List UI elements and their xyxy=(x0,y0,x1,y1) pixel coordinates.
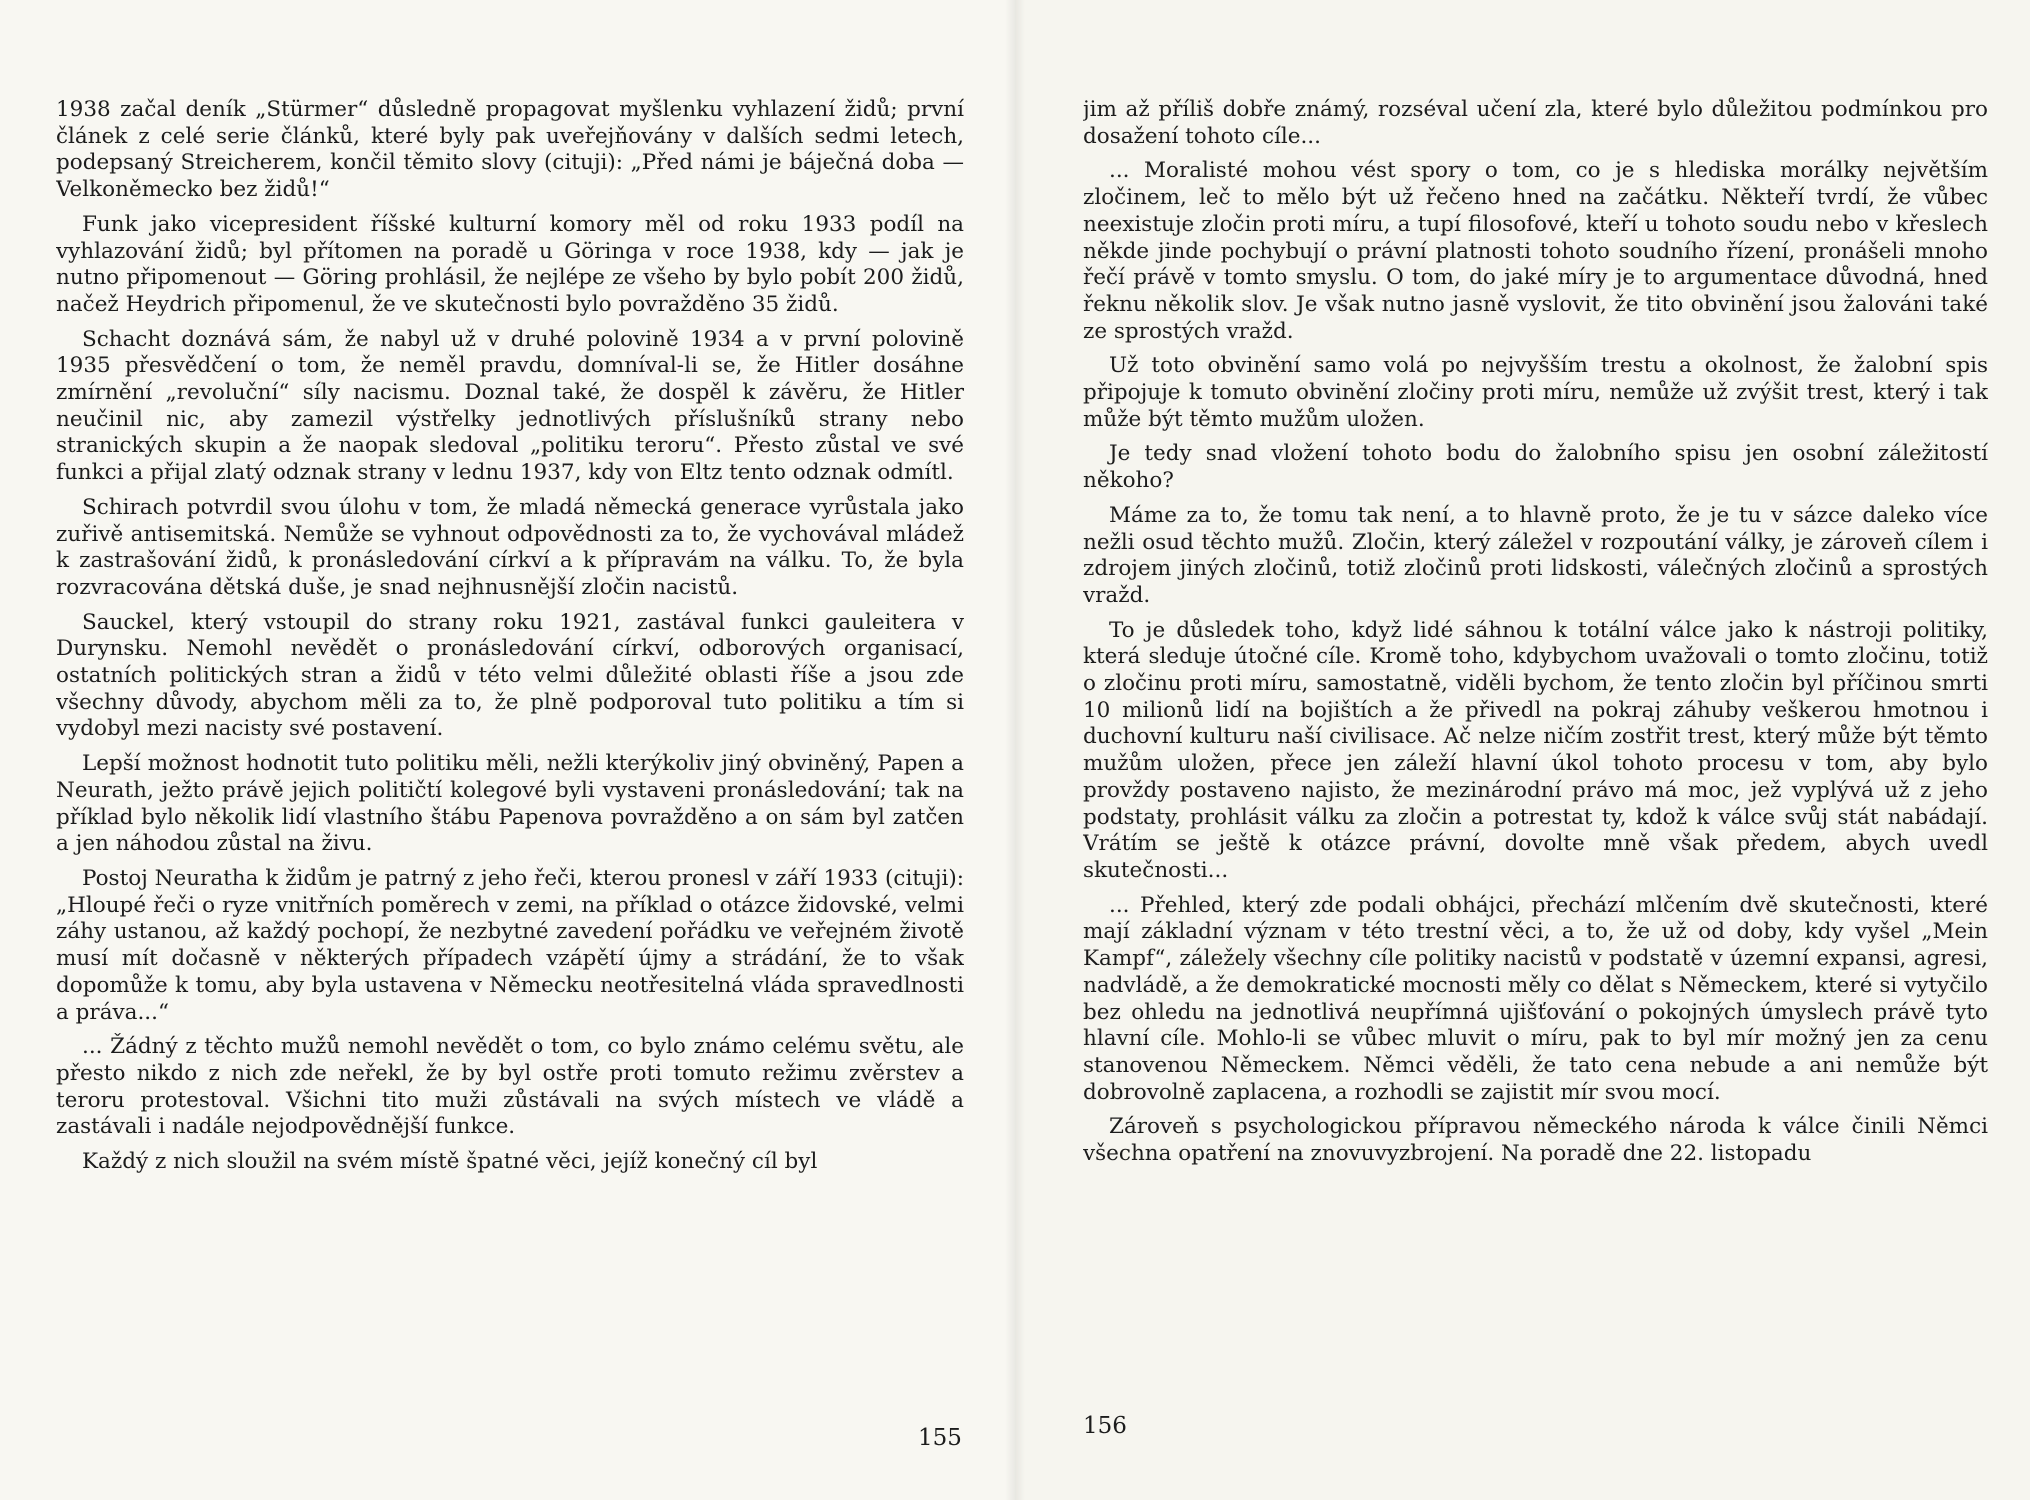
paragraph: Máme za to, že tomu tak není, a to hlavně proto, že je tu v sázce daleko více nežli osud těchto mužů. Zločin, který záležel v rozpoutání války, je zároveň cílem i zdrojem jiných zločinů, totiž zločinů proti lidskosti, válečných zločinů a sprostých vražd. xyxy=(1083,502,1988,608)
paragraph: ... Přehled, který zde podali obhájci, přechází mlčením dvě skutečnosti, které mají základní význam v této trestní věci, a to, že už od doby, kdy vyšel „Mein Kampf“, záležely všechny cíle politiky nacistů v podstatě v územní expansi, agresi, nadvládě, a že demokratické mocnosti měly co dělat s Německem, které si vytyčilo bez ohledu na jednotlivá neupřímná ujišťování o pokojných úmyslech právě tyto hlavní cíle. Mohlo-li se vůbec mluvit o míru, pak to byl mír možný jen za cenu stanovenou Německem. Němci věděli, že tato cena nebude a ani nemůže být dobrovolně zaplacena, a rozhodli se zajistit mír svou mocí. xyxy=(1083,892,1988,1105)
page-number: 155 xyxy=(918,1425,962,1451)
paragraph: To je důsledek toho, když lidé sáhnou k totální válce jako k nástroji politiky, která sleduje útočné cíle. Kromě toho, kdybychom uvažovali o tomto zločinu, totiž o zločinu proti míru, samostatně, viděli bychom, že tento zločin byl příčinou smrti 10 milionů lidí na bojištích a že přivedl na pokraj záhuby veškerou hmotnou i duchovní kulturu naší civilisace. Ač nelze ničím zostřit trest, který může být těmto mužům uložen, přece jen záleží hlavní úkol tohoto procesu v tom, aby bylo provždy postaveno najisto, že mezinárodní právo má moc, jež vyplývá už z jeho podstaty, prohlásit válku za zločin a potrestat ty, kdož k válce svůj stát nabádají. Vrátím se ještě k otázce právní, dovolte mně však předem, abych uvedl skutečnosti... xyxy=(1083,617,1988,883)
left-page-text xyxy=(56,97,964,1397)
book-gutter xyxy=(1005,0,1025,1500)
paragraph: ... Žádný z těchto mužů nemohl nevědět o tom, co bylo známo celému světu, ale přesto nikdo z nich zde neřekl, že by byl ostře proti tomuto režimu zvěrstev a teroru protestoval. Všichni tito muži zůstávali na svých místech ve vládě a zastávali i nadále nejodpovědnější funkce. xyxy=(56,1034,964,1140)
paragraph: jim až příliš dobře známý, rozséval učení zla, které bylo důležitou podmínkou pro dosažení tohoto cíle... xyxy=(1083,97,1988,149)
paragraph: Postoj Neuratha k židům je patrný z jeho řeči, kterou pronesl v září 1933 (cituji): „Hloupé řeči o ryze vnitřních poměrech v zemi, na příklad o otázce židovské, velmi záhy ustanou, až každý pochopí, že nezbytné zavedení pořádku ve veřejném životě musí mít dočasně v některých případech vzápětí újmy a strádání, že to však dopomůže k tomu, aby byla ustavena v Německu neotřesitelná vláda spravedlnosti a práva...“ xyxy=(56,865,964,1025)
paragraph: 1938 začal deník „Stürmer“ důsledně propagovat myšlenku vyhlazení židů; první článek z celé serie článků, které byly pak uveřejňovány v dalších sedmi letech, podepsaný Streicherem, končil těmito slovy (cituji): „Před námi je báječná doba — Velkoněmecko bez židů!“ xyxy=(56,97,964,203)
paragraph: Sauckel, který vstoupil do strany roku 1921, zastával funkci gauleitera v Durynsku. Nemohl nevědět o pronásledování církví, odborových organisací, ostatních politických stran a židů v této velmi důležité oblasti říše a jsou zde všechny důvody, abychom měli za to, že plně podporoval tuto politiku a tím si vydobyl mezi nacisty své postavení. xyxy=(56,609,964,742)
page-number: 156 xyxy=(1083,1413,1127,1439)
paragraph: Zároveň s psychologickou přípravou německého národa k válce činili Němci všechna opatření na znovuvyzbrojení. Na poradě dne 22. listopadu xyxy=(1083,1114,1988,1167)
paragraph: Už toto obvinění samo volá po nejvyšším trestu a okolnost, že žalobní spis připojuje k tomuto obvinění zločiny proti míru, nemůže už zvýšit trest, který i tak může být těmto mužům uložen. xyxy=(1083,353,1988,432)
paragraph: Schirach potvrdil svou úlohu v tom, že mladá německá generace vyrůstala jako zuřivě antisemitská. Nemůže se vyhnout odpovědnosti za to, že vychovával mládež k zastrašování židů, k pronásledování církví a k přípravám na válku. To, že byla rozvracována dětská duše, je snad nejhnusnější zločin nacistů. xyxy=(56,494,964,600)
paragraph: Lepší možnost hodnotit tuto politiku měli, nežli kterýkoliv jiný obviněný, Papen a Neurath, ježto právě jejich političtí kolegové byli vystaveni pronásledování; tak na příklad bylo několik lidí vlastního štábu Papenova povražděno a on sám byl zatčen a jen náhodou zůstal na živu. xyxy=(56,751,964,857)
paragraph: Funk jako vicepresident říšské kulturní komory měl od roku 1933 podíl na vyhlazování židů; byl přítomen na poradě u Göringa v roce 1938, kdy — jak je nutno připomenout — Göring prohlásil, že nejlépe ze všeho by bylo pobít 200 židů, načež Heydrich připomenul, že ve skutečnosti bylo povražděno 35 židů. xyxy=(56,211,964,317)
right-page xyxy=(1015,0,2030,1500)
paragraph: Schacht doznává sám, že nabyl už v druhé polovině 1934 a v první polovině 1935 přesvědčení o tom, že neměl pravdu, domníval-li se, že Hitler dosáhne zmírnění „revoluční“ síly nacismu. Doznal také, že dospěl k závěru, že Hitler neučinil nic, aby zamezil výstřelky jednotlivých příslušníků strany nebo stranických skupin a že naopak sledoval „politiku teroru“. Přesto zůstal ve své funkci a přijal zlatý odznak strany v lednu 1937, kdy von Eltz tento odznak odmítl. xyxy=(56,326,964,486)
paragraph: ... Moralisté mohou vést spory o tom, co je s hlediska morálky největším zločinem, leč to mělo být už řečeno hned na začátku. Někteří tvrdí, že vůbec neexistuje zločin proti míru, a tupí filosofové, kteří u tohoto soudu nebo v křeslech někde jinde pochybují o právní platnosti tohoto soudního řízení, pronášeli mnoho řečí právě v tomto smyslu. O tom, do jaké míry je to argumentace důvodná, hned řeknu několik slov. Je však nutno jasně vyslovit, že tito obvinění jsou žalováni také ze sprostých vražd. xyxy=(1083,158,1988,344)
paragraph: Každý z nich sloužil na svém místě špatné věci, jejíž konečný cíl byl xyxy=(82,1149,818,1175)
right-page-text xyxy=(1083,97,1988,1397)
paragraph: Je tedy snad vložení tohoto bodu do žalobního spisu jen osobní záležitostí někoho? xyxy=(1083,441,1988,494)
